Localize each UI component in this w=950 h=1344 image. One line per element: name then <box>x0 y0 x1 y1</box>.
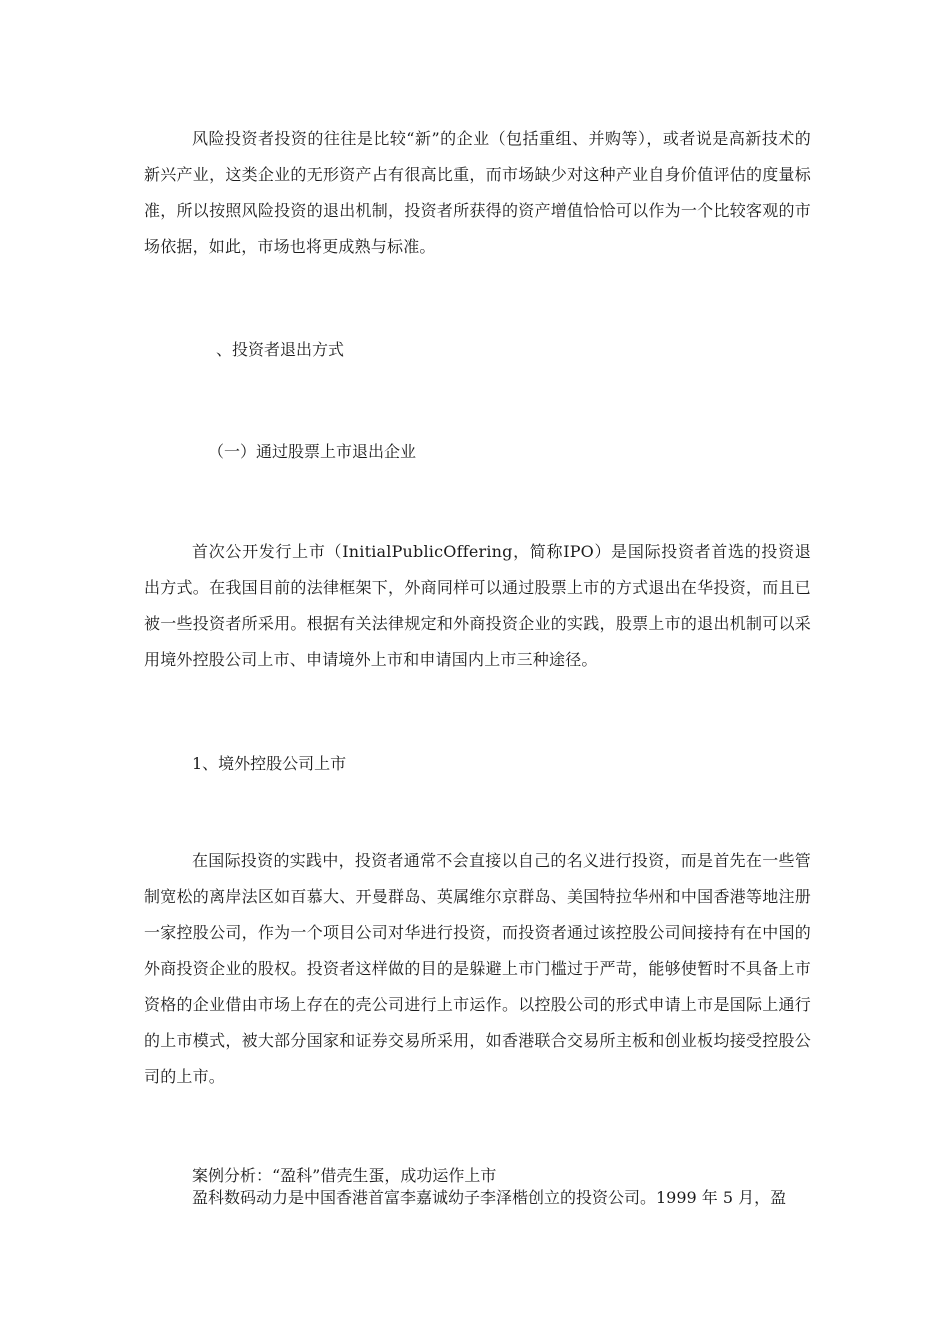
subsection-heading-ipo-exit: （一）通过股票上市退出企业 <box>208 442 417 461</box>
paragraph-offshore-holding: 在国际投资的实践中，投资者通常不会直接以自己的名义进行投资，而是首先在一些管制宽松的离岸法区如百慕大、开曼群岛、英属维尔京群岛、美国特拉华州和中国香港等地注册一家控股公司，作为一个项目公司对华进行投资，而投资者通过该控股公司间接持有在中国的外商投资企业的股权。投资者这样做的目的是躲避上市门槛过于严苛，能够使暂时不具备上市资格的企业借由市场上存在的壳公司进行上市运作。以控股公司的形式申请上市是国际上通行的上市模式，被大部分国家和证券交易所采用，如香港联合交易所主板和创业板均接受控股公司的上市。 <box>144 851 811 1086</box>
case-title: 案例分析：“盈科”借壳生蛋，成功运作上市 <box>192 1166 497 1185</box>
section-heading-exit-methods: 、投资者退出方式 <box>216 340 345 359</box>
paragraph-venture-capital: 风险投资者投资的往往是比较“新”的企业（包括重组、并购等），或者说是高新技术的新兴产业，这类企业的无形资产占有很高比重，而市场缺少对这种产业自身价值评估的度量标准，所以按照风险投资的退出机制，投资者所获得的资产增值恰恰可以作为一个比较客观的市场依据，如此，市场也将更成熟与标准。 <box>144 129 811 256</box>
item-heading-offshore-listing: 1、境外控股公司上市 <box>192 754 347 773</box>
case-text-line: 盈科数码动力是中国香港首富李嘉诚幼子李泽楷创立的投资公司。1999 年 5 月，盈 <box>192 1188 787 1207</box>
paragraph-ipo: 首次公开发行上市（InitialPublicOffering，简称IPO）是国际投资者首选的投资退出方式。在我国目前的法律框架下，外商同样可以通过股票上市的方式退出在华投资，而且已被一些投资者所采用。根据有关法律规定和外商投资企业的实践，股票上市的退出机制可以采用境外控股公司上市、申请境外上市和申请国内上市三种途径。 <box>144 542 811 669</box>
case-analysis <box>144 1165 811 1209</box>
